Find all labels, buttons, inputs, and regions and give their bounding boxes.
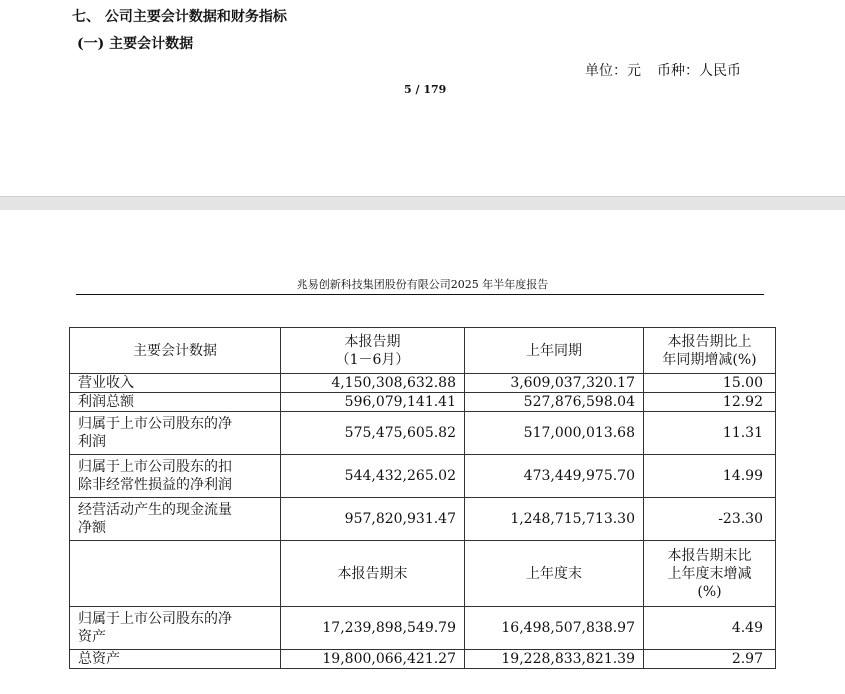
subheader-cell-item — [70, 541, 281, 607]
subheader-change-line1: 本报告期末比 — [667, 547, 752, 564]
row-label-line2: 净额 — [78, 520, 106, 536]
value-change: 11.31 — [644, 412, 776, 455]
table-row — [70, 650, 776, 669]
table-row — [70, 607, 776, 650]
value-previous: 527,876,598.04 — [465, 393, 644, 412]
row-label-line2: 除非经常性损益的净利润 — [78, 477, 232, 493]
table-row — [70, 498, 776, 541]
row-label — [70, 412, 281, 455]
currency-label: 币种：人民币 — [657, 63, 741, 79]
subheader-cell-change — [644, 541, 776, 607]
value-previous: 3,609,037,320.17 — [465, 374, 644, 393]
accounting-data-table — [69, 327, 776, 669]
header-current-line2: （1－6月） — [335, 351, 410, 368]
row-label-line1: 经营活动产生的现金流量 — [78, 502, 232, 518]
unit-currency-line — [585, 60, 741, 80]
value-change: 4.49 — [644, 607, 776, 650]
table-subheader-row — [70, 541, 776, 607]
header-change-line1: 本报告期比上 — [667, 333, 752, 350]
row-label — [70, 650, 281, 669]
value-change: 14.99 — [644, 455, 776, 498]
value-previous: 1,248,715,713.30 — [465, 498, 644, 541]
table-row — [70, 412, 776, 455]
value-current: 544,432,265.02 — [281, 455, 465, 498]
value-current: 19,800,066,421.27 — [281, 650, 465, 669]
header-current-line1: 本报告期 — [344, 333, 401, 350]
subheader-change-line2: 上年度末增减 — [667, 565, 752, 582]
value-change: 15.00 — [644, 374, 776, 393]
value-previous: 19,228,833,821.39 — [465, 650, 644, 669]
header-cell-item: 主要会计数据 — [70, 328, 281, 374]
row-label-line1: 利润总额 — [78, 394, 134, 410]
page-number: 5 / 179 — [404, 83, 447, 96]
header-rule — [76, 294, 764, 295]
previous-page-fragment — [0, 0, 845, 196]
value-previous: 517,000,013.68 — [465, 412, 644, 455]
subheader-change-line3: (%) — [697, 583, 722, 600]
value-current: 596,079,141.41 — [281, 393, 465, 412]
row-label — [70, 455, 281, 498]
running-header: 兆易创新科技集团股份有限公司2025 年半年度报告 — [296, 278, 549, 291]
value-current: 957,820,931.47 — [281, 498, 465, 541]
subsection-title: (一) 主要会计数据 — [77, 36, 194, 52]
value-current: 17,239,898,549.79 — [281, 607, 465, 650]
row-label — [70, 498, 281, 541]
row-label — [70, 393, 281, 412]
row-label-line1: 总资产 — [78, 651, 120, 667]
section-title: 七、 公司主要会计数据和财务指标 — [72, 9, 287, 25]
header-cell-previous-period: 上年同期 — [465, 328, 644, 374]
table-row — [70, 374, 776, 393]
header-cell-change — [644, 328, 776, 374]
header-change-line2: 年同期增减(%) — [662, 351, 757, 368]
table-row — [70, 455, 776, 498]
value-current: 4,150,308,632.88 — [281, 374, 465, 393]
value-change: 2.97 — [644, 650, 776, 669]
page-separator — [0, 196, 845, 211]
value-current: 575,475,605.82 — [281, 412, 465, 455]
header-cell-current-period — [281, 328, 465, 374]
value-change: -23.30 — [644, 498, 776, 541]
unit-label: 单位：元 — [585, 63, 641, 79]
value-previous: 473,449,975.70 — [465, 455, 644, 498]
row-label-line2: 资产 — [78, 629, 106, 645]
row-label-line2: 利润 — [78, 434, 106, 450]
row-label-line1: 归属于上市公司股东的净 — [78, 416, 232, 432]
row-label — [70, 607, 281, 650]
row-label-line1: 营业收入 — [78, 375, 134, 391]
row-label-line1: 归属于上市公司股东的净 — [78, 611, 232, 627]
value-previous: 16,498,507,838.97 — [465, 607, 644, 650]
row-label-line1: 归属于上市公司股东的扣 — [78, 459, 232, 475]
table-header-row — [70, 328, 776, 374]
subheader-cell-prior-year-end: 上年度末 — [465, 541, 644, 607]
subheader-cell-period-end: 本报告期末 — [281, 541, 465, 607]
row-label — [70, 374, 281, 393]
table-row — [70, 393, 776, 412]
value-change: 12.92 — [644, 393, 776, 412]
